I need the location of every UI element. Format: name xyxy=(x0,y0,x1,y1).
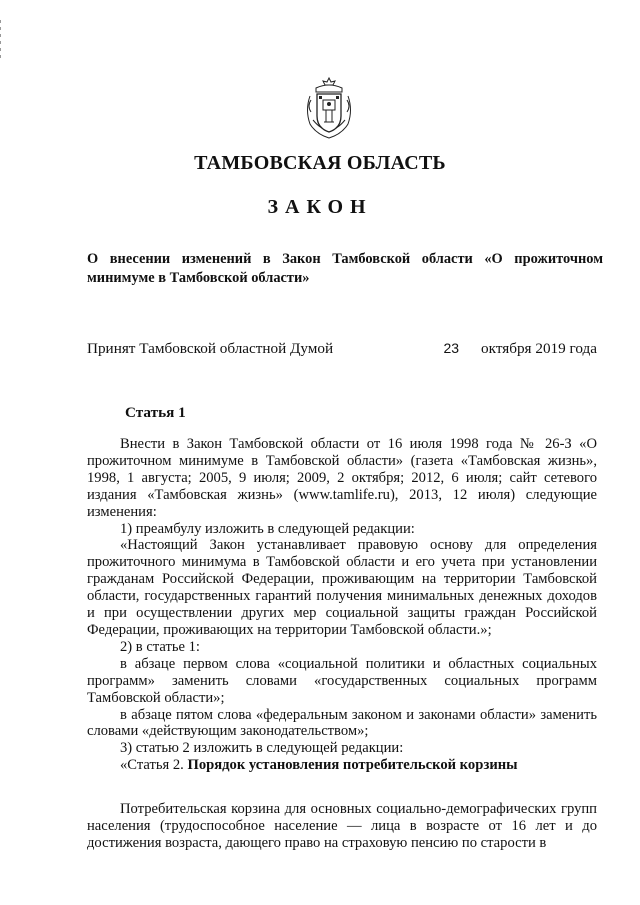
adoption-line xyxy=(87,340,597,358)
article-heading: Статья 1 xyxy=(125,404,186,421)
region-title: ТАМБОВСКАЯ ОБЛАСТЬ xyxy=(194,152,446,174)
coat-of-arms-icon xyxy=(302,76,356,140)
article-body xyxy=(87,436,597,852)
adoption-label: Принят Тамбовской областной Думой xyxy=(87,340,334,357)
adoption-date xyxy=(443,340,597,358)
paragraph: Потребительская корзина для основных социально-демографических групп населения (трудоспособное население — лица в возрасте от 16 лет и до достижения возраста, дающего право на страховую пенсию по старости в xyxy=(87,801,597,851)
new-article-title: Порядок установления потребительской корзины xyxy=(187,757,518,774)
paragraph: в абзаце пятом слова «федеральным законом и законами области» заменить словами «действующим законодательством»; xyxy=(87,706,597,740)
document-type-title: ЗАКОН xyxy=(267,196,373,218)
new-article-heading xyxy=(87,757,597,774)
new-article-prefix: «Статья 2. xyxy=(120,757,184,774)
paragraph: Внести в Закон Тамбовской области от 16 июля 1998 года № 26-З «О прожиточном минимуме в Тамбовской области» (газета «Тамбовская жизнь», 1998, 1 августа; 2005, 9 июля; 2009, 2 октября; 2012, 6 июля; сайт сетевого издания «Тамбовская жизнь» (www.tamlife.ru), 2013, 12 июля) следующие изменения: xyxy=(87,436,597,520)
paragraph: 2) в статье 1: xyxy=(120,638,200,655)
paragraph: 1) преамбулу изложить в следующей редакции: xyxy=(120,520,415,537)
paragraph: 3) статью 2 изложить в следующей редакции: xyxy=(120,740,404,757)
paragraph: «Настоящий Закон устанавливает правовую основу для определения прожиточного минимума в Тамбовской области и его учета при установлении гражданам Российской Федерации, проживающим на территории Тамбовской области, государственных гарантий получения минимальных денежных доходов и при осуществлении других мер социальной защиты граждан Российской Федерации, проживающих на территории Тамбовской области.»; xyxy=(87,537,597,638)
adoption-day: 23 xyxy=(443,340,460,356)
scan-edge-marks xyxy=(0,20,4,62)
adoption-month-year: октября 2019 года xyxy=(481,340,597,357)
law-subject: О внесении изменений в Закон Тамбовской области «О прожиточном минимуме в Тамбовской области» xyxy=(87,251,603,286)
paragraph: в абзаце первом слова «социальной политики и областных социальных программ» заменить словами «государственных социальных программ Тамбовской области»; xyxy=(87,655,597,706)
